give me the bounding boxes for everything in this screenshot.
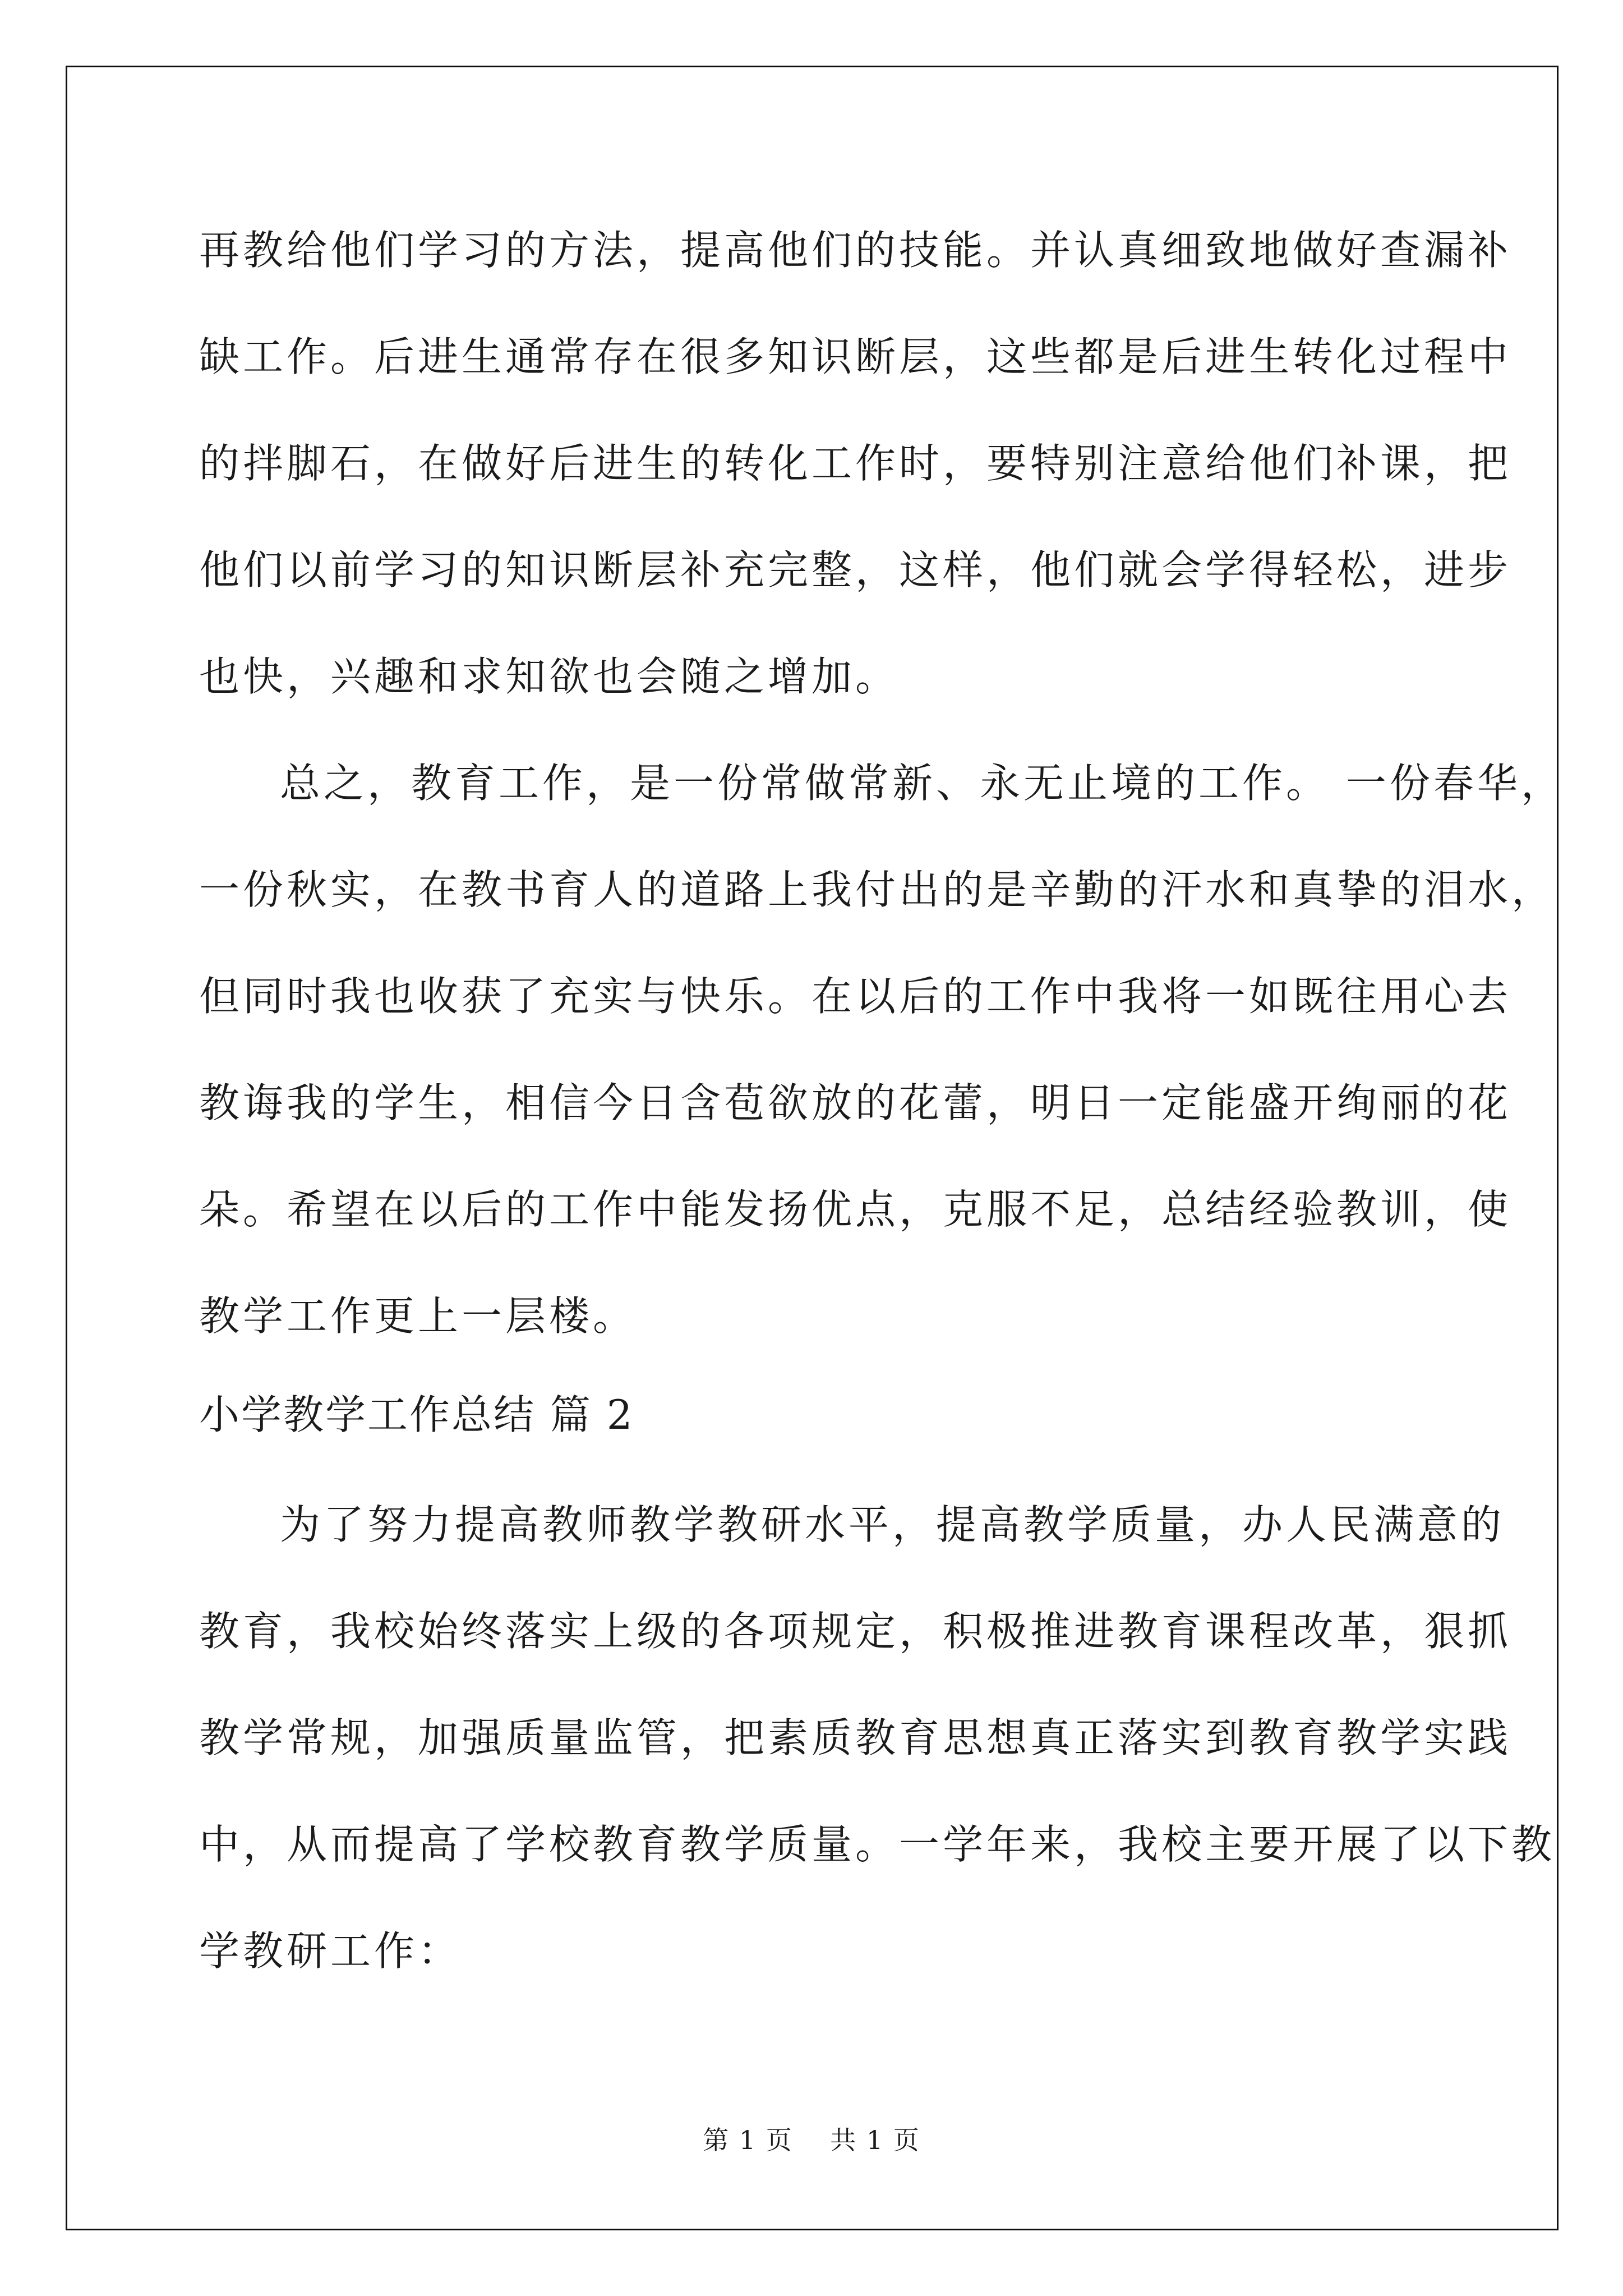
paragraph-3-line-2: 教育，我校始终落实上级的各项规定，积极推进教育课程改革，狠抓 xyxy=(199,1608,1512,1655)
paragraph-1-line-1: 再教给他们学习的方法，提高他们的技能。并认真细致地做好查漏补 xyxy=(199,227,1512,274)
section-heading: 小学教学工作总结 篇 2 xyxy=(199,1391,634,1438)
paragraph-3-line-3: 教学常规，加强质量监管，把素质教育思想真正落实到教育教学实践 xyxy=(199,1714,1512,1761)
paragraph-3-line-1: 为了努力提高教师教学教研水平，提高教学质量，办人民满意的 xyxy=(280,1501,1505,1548)
page-border xyxy=(66,66,1559,2230)
paragraph-2-line-3: 但同时我也收获了充实与快乐。在以后的工作中我将一如既往用心去 xyxy=(199,973,1512,1020)
paragraph-3-line-4: 中，从而提高了学校教育教学质量。一学年来，我校主要开展了以下教 xyxy=(199,1821,1556,1868)
paragraph-2-line-2: 一份秋实，在教书育人的道路上我付出的是辛勤的汗水和真挚的泪水， xyxy=(199,866,1556,913)
paragraph-2-line-5: 朵。希望在以后的工作中能发扬优点，克服不足，总结经验教训，使 xyxy=(199,1186,1512,1233)
paragraph-2-line-1: 总之，教育工作，是一份常做常新、永无止境的工作。 一份春华， xyxy=(280,760,1565,807)
paragraph-2-line-6: 教学工作更上一层楼。 xyxy=(199,1292,637,1340)
paragraph-2-line-4: 教诲我的学生，相信今日含苞欲放的花蕾，明日一定能盛开绚丽的花 xyxy=(199,1079,1512,1126)
paragraph-1-line-5: 也快，兴趣和求知欲也会随之增加。 xyxy=(199,653,900,700)
paragraph-1-line-4: 他们以前学习的知识断层补充完整，这样，他们就会学得轻松，进步 xyxy=(199,546,1512,593)
page-number-footer: 第 1 页 共 1 页 xyxy=(703,2125,920,2155)
paragraph-1-line-3: 的拌脚石，在做好后进生的转化工作时，要特别注意给他们补课，把 xyxy=(199,440,1512,487)
paragraph-1-line-2: 缺工作。后进生通常存在很多知识断层，这些都是后进生转化过程中 xyxy=(199,333,1512,380)
paragraph-3-line-5: 学教研工作： xyxy=(199,1927,462,1975)
